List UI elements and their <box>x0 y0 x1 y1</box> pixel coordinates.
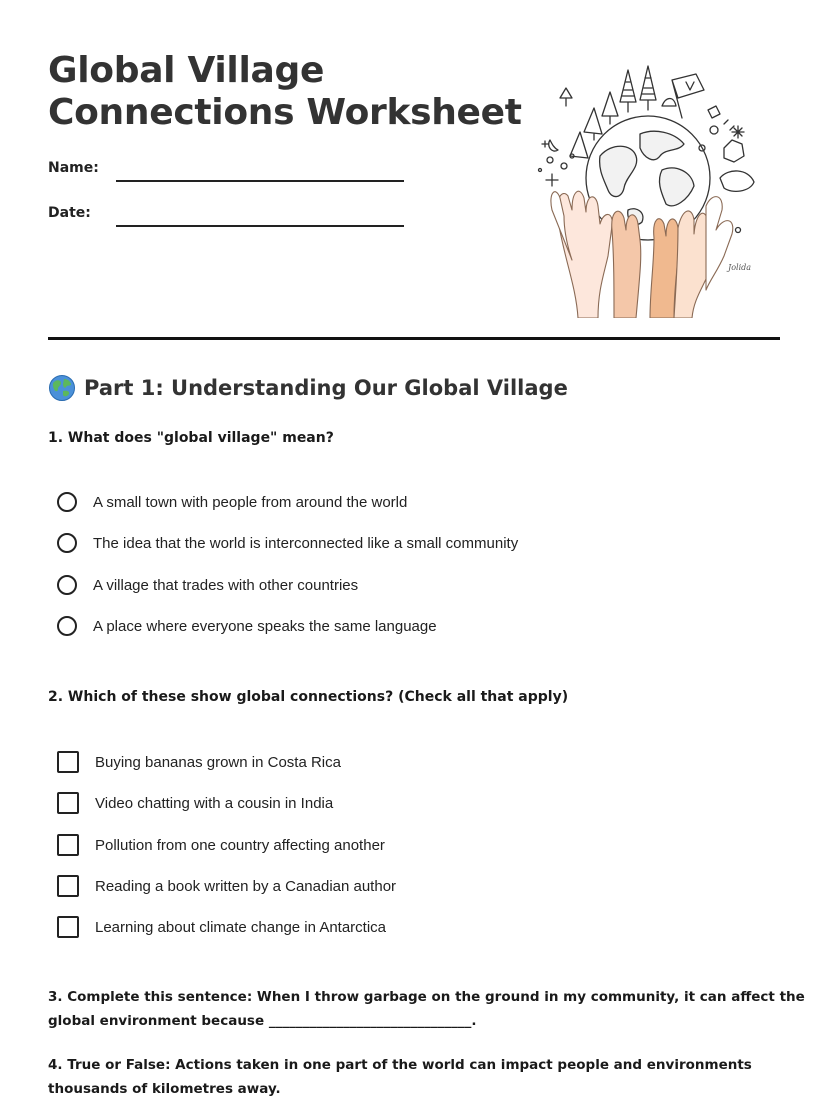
radio-button[interactable] <box>57 616 77 636</box>
name-label: Name: <box>48 160 99 176</box>
question-4 <box>48 1053 752 1101</box>
radio-button[interactable] <box>57 575 77 595</box>
checkbox[interactable] <box>57 792 79 814</box>
question-3-line-1: 3. Complete this sentence: When I throw garbage on the ground in my community, it can affect the <box>48 989 805 1005</box>
option-label: A village that trades with other countries <box>93 576 359 594</box>
checkbox[interactable] <box>57 875 79 897</box>
question-3 <box>48 985 805 1033</box>
date-label: Date: <box>48 205 91 221</box>
part-1-heading <box>48 374 568 402</box>
question-2: 2. Which of these show global connections? (Check all that apply) <box>48 689 569 705</box>
radio-button[interactable] <box>57 492 77 512</box>
q1-option-3[interactable] <box>57 575 358 595</box>
hands-holding-globe-illustration <box>528 60 768 318</box>
option-label: The idea that the world is interconnected like a small community <box>93 534 519 552</box>
globe-icon <box>48 374 76 402</box>
title-line-2: Connections Worksheet <box>48 92 522 133</box>
part-1-heading-text: Part 1: Understanding Our Global Village <box>84 376 568 400</box>
option-label: Pollution from one country affecting another <box>95 836 385 854</box>
q1-option-4[interactable] <box>57 616 437 636</box>
q2-option-2[interactable] <box>57 792 333 814</box>
q1-option-2[interactable] <box>57 533 518 553</box>
section-divider <box>48 337 780 340</box>
question-3-line-2: global environment because ______________________________. <box>48 1013 477 1029</box>
question-1: 1. What does "global village" mean? <box>48 430 334 446</box>
q2-option-1[interactable] <box>57 751 341 773</box>
option-label: A place where everyone speaks the same language <box>93 617 437 635</box>
q2-option-4[interactable] <box>57 875 396 897</box>
option-label: Buying bananas grown in Costa Rica <box>95 753 341 771</box>
option-label: Learning about climate change in Antarctica <box>95 918 387 936</box>
question-4-line-1: 4. True or False: Actions taken in one part of the world can impact people and environments <box>48 1057 752 1073</box>
checkbox[interactable] <box>57 834 79 856</box>
title-line-1: Global Village <box>48 50 325 91</box>
date-field[interactable] <box>116 225 404 227</box>
q1-option-1[interactable] <box>57 492 407 512</box>
q2-option-5[interactable] <box>57 916 386 938</box>
question-4-line-2: thousands of kilometres away. <box>48 1081 281 1097</box>
radio-button[interactable] <box>57 533 77 553</box>
option-label: A small town with people from around the world <box>93 493 408 511</box>
option-label: Video chatting with a cousin in India <box>95 794 334 812</box>
checkbox[interactable] <box>57 751 79 773</box>
worksheet-title <box>48 50 522 134</box>
q2-option-3[interactable] <box>57 834 385 856</box>
checkbox[interactable] <box>57 916 79 938</box>
option-label: Reading a book written by a Canadian author <box>95 877 397 895</box>
name-field[interactable] <box>116 180 404 182</box>
illustration-signature: Jolida <box>728 263 752 272</box>
